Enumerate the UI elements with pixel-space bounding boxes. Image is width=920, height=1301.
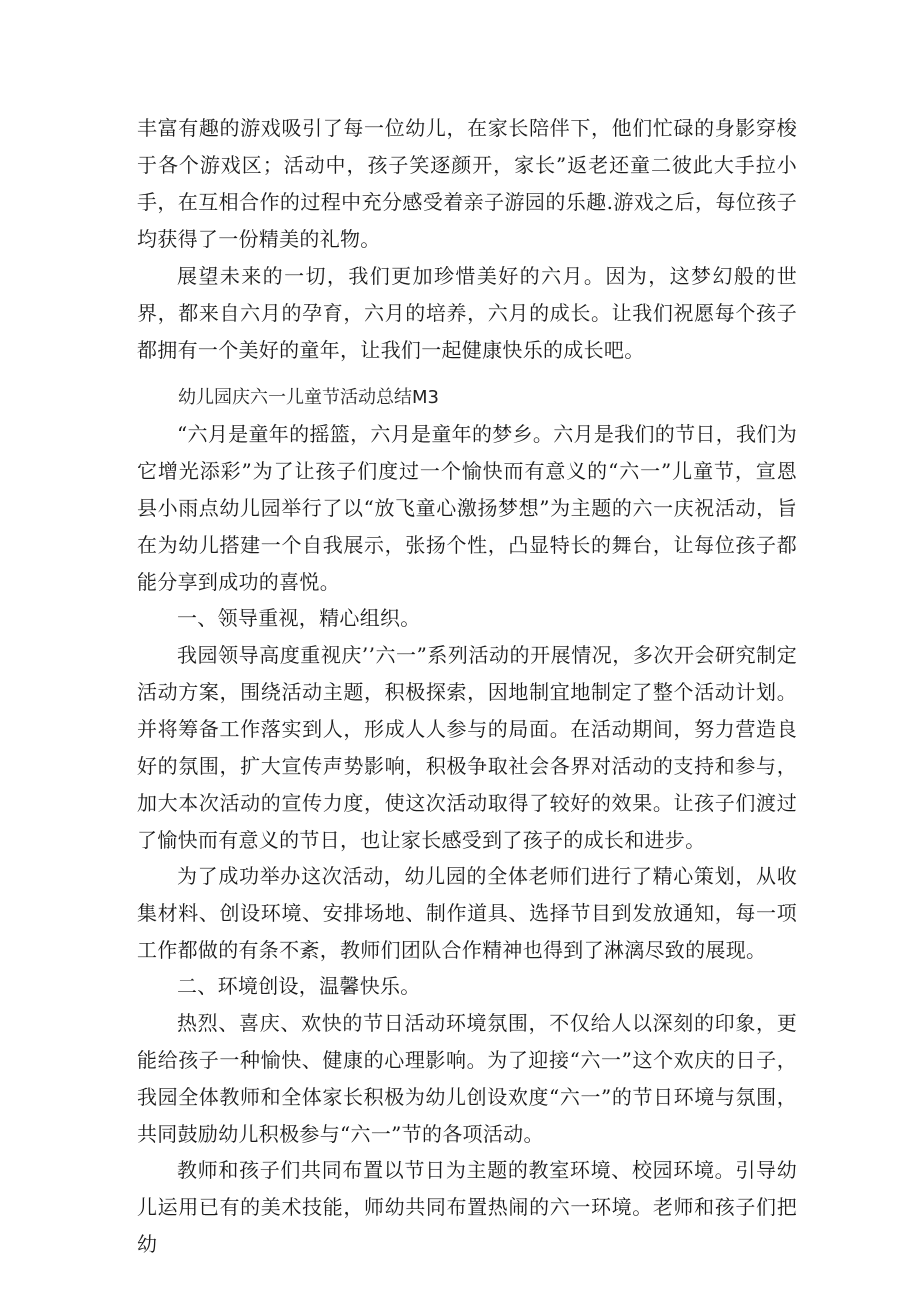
paragraph-intro-june: “六月是童年的摇篮，六月是童年的梦乡。六月是我们的节日，我们为它增光添彩”为了让孩子们度过一个愉快而有意义的“六一”儿童节，宣恩县小雨点幼儿园举行了以“放飞童心激扬梦想”为主题的六一庆祝活动，旨在为幼儿搭建一个自我展示，张扬个性，凸显特长的舞台，让每位孩子都能分享到成功的喜悦。 [137,422,797,594]
paragraph-preparation: 为了成功举办这次活动，幼儿园的全体老师们进行了精心策划，从收集材料、创设环境、安排场地、制作道具、选择节目到发放通知，每一项工作都做的有条不紊，教师们团队合作精神也得到了淋漓尽致的展现。 [137,864,797,962]
paragraph-looking-forward: 展望未来的一切，我们更加珍惜美好的六月。因为，这梦幻般的世界，都来自六月的孕育，六月的培养，六月的成长。让我们祝愿每个孩子都拥有一个美好的童年，让我们一起健康快乐的成长吧。 [137,264,797,362]
paragraph-leadership: 我园领导高度重视庆’’六一”系列活动的开展情况，多次开会研究制定活动方案，围绕活动主题，积极探索，因地制宜地制定了整个活动计划。并将筹备工作落实到人，形成人人参与的局面。在活动期间，努力营造良好的氛围，扩大宣传声势影响，积极争取社会各界对活动的支持和参与，加大本次活动的宣传力度，使这次活动取得了较好的效果。让孩子们渡过了愉快而有意义的节日，也让家长感受到了孩子的成长和进步。 [137,643,797,852]
paragraph-decoration: 教师和孩子们共同布置以节日为主题的教室环境、校园环境。引导幼儿运用已有的美术技能，师幼共同布置热闹的六一环境。老师和孩子们把幼 [137,1158,797,1256]
paragraph-atmosphere: 热烈、喜庆、欢快的节日活动环境氛围，不仅给人以深刻的印象，更能给孩子一种愉快、健康的心理影响。为了迎接“六一”这个欢庆的日子，我园全体教师和全体家长积极为幼儿创设欢度“六一”的节日环境与氛围，共同鼓励幼儿积极参与“六一”节的各项活动。 [137,1011,797,1146]
section-title: 幼儿园庆六一儿童节活动总结M3 [178,387,439,408]
heading-leadership: 一、领导重视，精心组织。 [177,606,421,630]
heading-environment: 二、环境创设，温馨快乐。 [177,974,421,998]
paragraph-game-fun: 丰富有趣的游戏吸引了每一位幼儿，在家长陪伴下，他们忙碌的身影穿梭于各个游戏区；活动中，孩子笑逐颜开，家长”返老还童二彼此大手拉小手，在互相合作的过程中充分感受着亲子游园的乐趣.游戏之后，每位孩子均获得了一份精美的礼物。 [137,116,797,251]
